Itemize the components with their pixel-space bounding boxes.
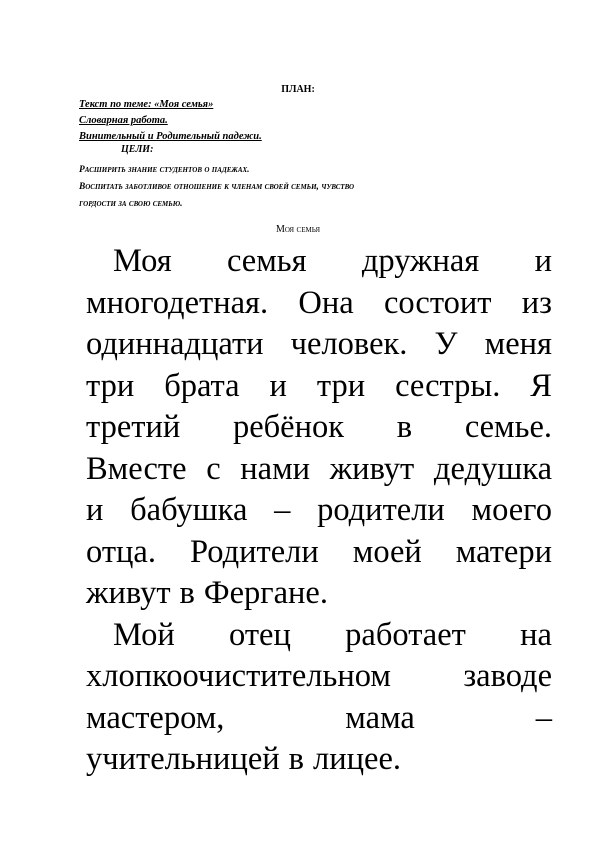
goals-list xyxy=(79,162,529,213)
goal-item: Расширить знание студентов о падежах. xyxy=(79,165,250,175)
paragraph-1 xyxy=(86,241,552,615)
goal-item: гордости за свою семью. xyxy=(79,199,183,209)
text-line: и бабушка – родители моего xyxy=(86,492,552,528)
text-line: одиннадцати человек. У меня xyxy=(86,326,552,362)
text-line: Мой отец работает на xyxy=(113,616,552,653)
text-line: Моя семья дружная и xyxy=(113,243,552,279)
text-line: многодетная. Она состоит из xyxy=(86,284,552,321)
text-line: отца. Родители моей матери xyxy=(86,533,552,570)
goals-heading: ЦЕЛИ: xyxy=(121,144,154,155)
text-title: Моя семья xyxy=(275,224,321,235)
goal-item: Воспитать заботливое отношение к членам своей семьи, чувство xyxy=(79,182,355,192)
text-line: мастером, мама – xyxy=(86,699,552,736)
plan-heading: ПЛАН: xyxy=(281,84,315,95)
plan-list xyxy=(79,97,529,145)
text-line: три брата и три сестры. Я xyxy=(86,367,552,404)
plan-item: Винительный и Родительный падежи. xyxy=(79,131,262,142)
text-line: живут в Фергане. xyxy=(86,575,328,611)
text-line: хлопкоочистительном заводе xyxy=(86,658,552,694)
text-line: Вместе с нами живут дедушка xyxy=(86,450,552,487)
plan-item: Словарная работа. xyxy=(79,115,168,126)
plan-item: Текст по теме: «Моя семья» xyxy=(79,99,214,110)
text-line: учительницей в лицее. xyxy=(86,741,401,777)
text-line: третий ребёнок в семье. xyxy=(86,409,552,445)
paragraph-2 xyxy=(86,615,552,781)
main-text xyxy=(86,241,552,781)
